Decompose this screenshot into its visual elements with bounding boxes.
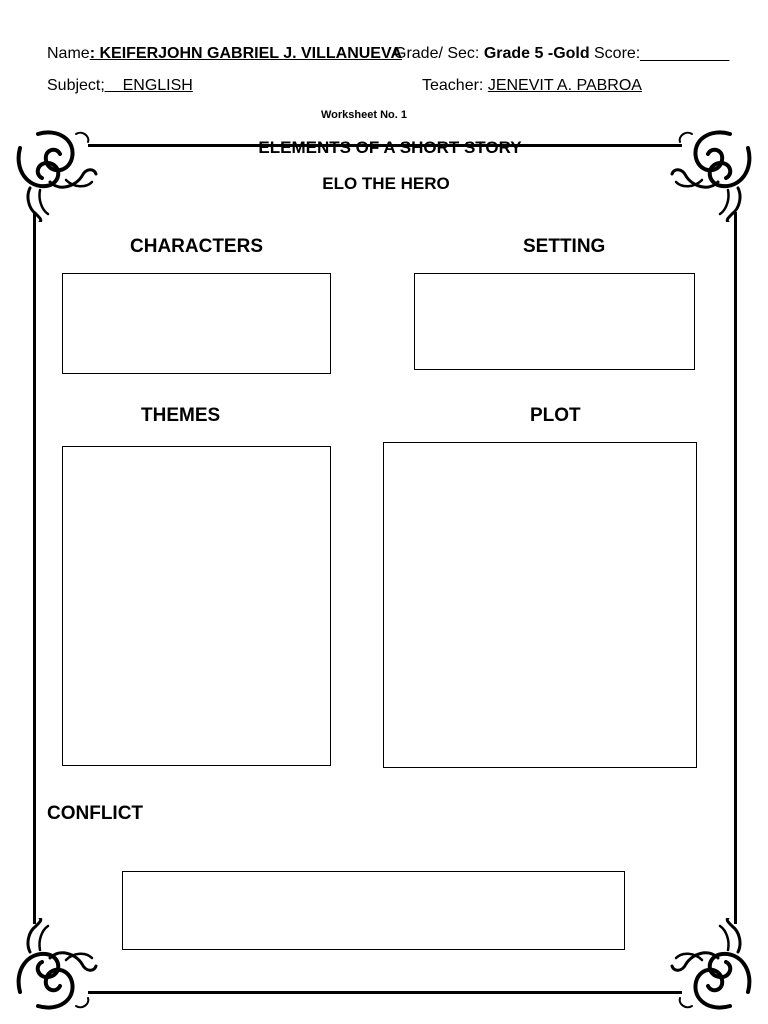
conflict-answer-box[interactable] bbox=[122, 871, 625, 950]
name-label: Name bbox=[47, 45, 90, 62]
frame-left-line bbox=[33, 212, 36, 924]
subject-value: ; ENGLISH bbox=[100, 77, 193, 94]
name-row bbox=[47, 45, 402, 63]
themes-answer-box[interactable] bbox=[62, 446, 331, 766]
grade-row bbox=[394, 45, 590, 63]
teacher-label: Teacher: bbox=[422, 77, 484, 94]
plot-answer-box[interactable] bbox=[383, 442, 697, 768]
grade-label: Grade/ Sec: bbox=[394, 45, 480, 62]
frame-right-line bbox=[734, 212, 737, 924]
subject-label: Subject bbox=[47, 77, 101, 94]
setting-heading: SETTING bbox=[523, 236, 606, 257]
ornamental-swirl-icon bbox=[16, 918, 100, 1010]
frame-bottom-line bbox=[88, 991, 682, 994]
themes-heading: THEMES bbox=[141, 405, 221, 426]
grade-value: Grade 5 -Gold bbox=[483, 45, 590, 62]
teacher-name: JENEVIT A. PABROA bbox=[487, 77, 642, 94]
score-label: Score: bbox=[594, 45, 641, 62]
teacher-row bbox=[422, 77, 642, 95]
setting-answer-box[interactable] bbox=[414, 273, 695, 370]
score-blank: __________ bbox=[640, 45, 730, 62]
characters-heading: CHARACTERS bbox=[130, 236, 263, 257]
conflict-heading: CONFLICT bbox=[47, 803, 144, 824]
subject-row bbox=[47, 77, 193, 95]
score-row bbox=[594, 45, 729, 63]
student-name: : KEIFERJOHN GABRIEL J. VILLANUEVA bbox=[89, 45, 403, 62]
ornamental-swirl-icon bbox=[668, 918, 752, 1010]
plot-heading: PLOT bbox=[530, 405, 581, 426]
characters-answer-box[interactable] bbox=[62, 273, 331, 374]
worksheet-number: Worksheet No. 1 bbox=[321, 109, 407, 121]
story-title: ELO THE HERO bbox=[322, 174, 450, 193]
worksheet-title: ELEMENTS OF A SHORT STORY bbox=[258, 138, 522, 157]
